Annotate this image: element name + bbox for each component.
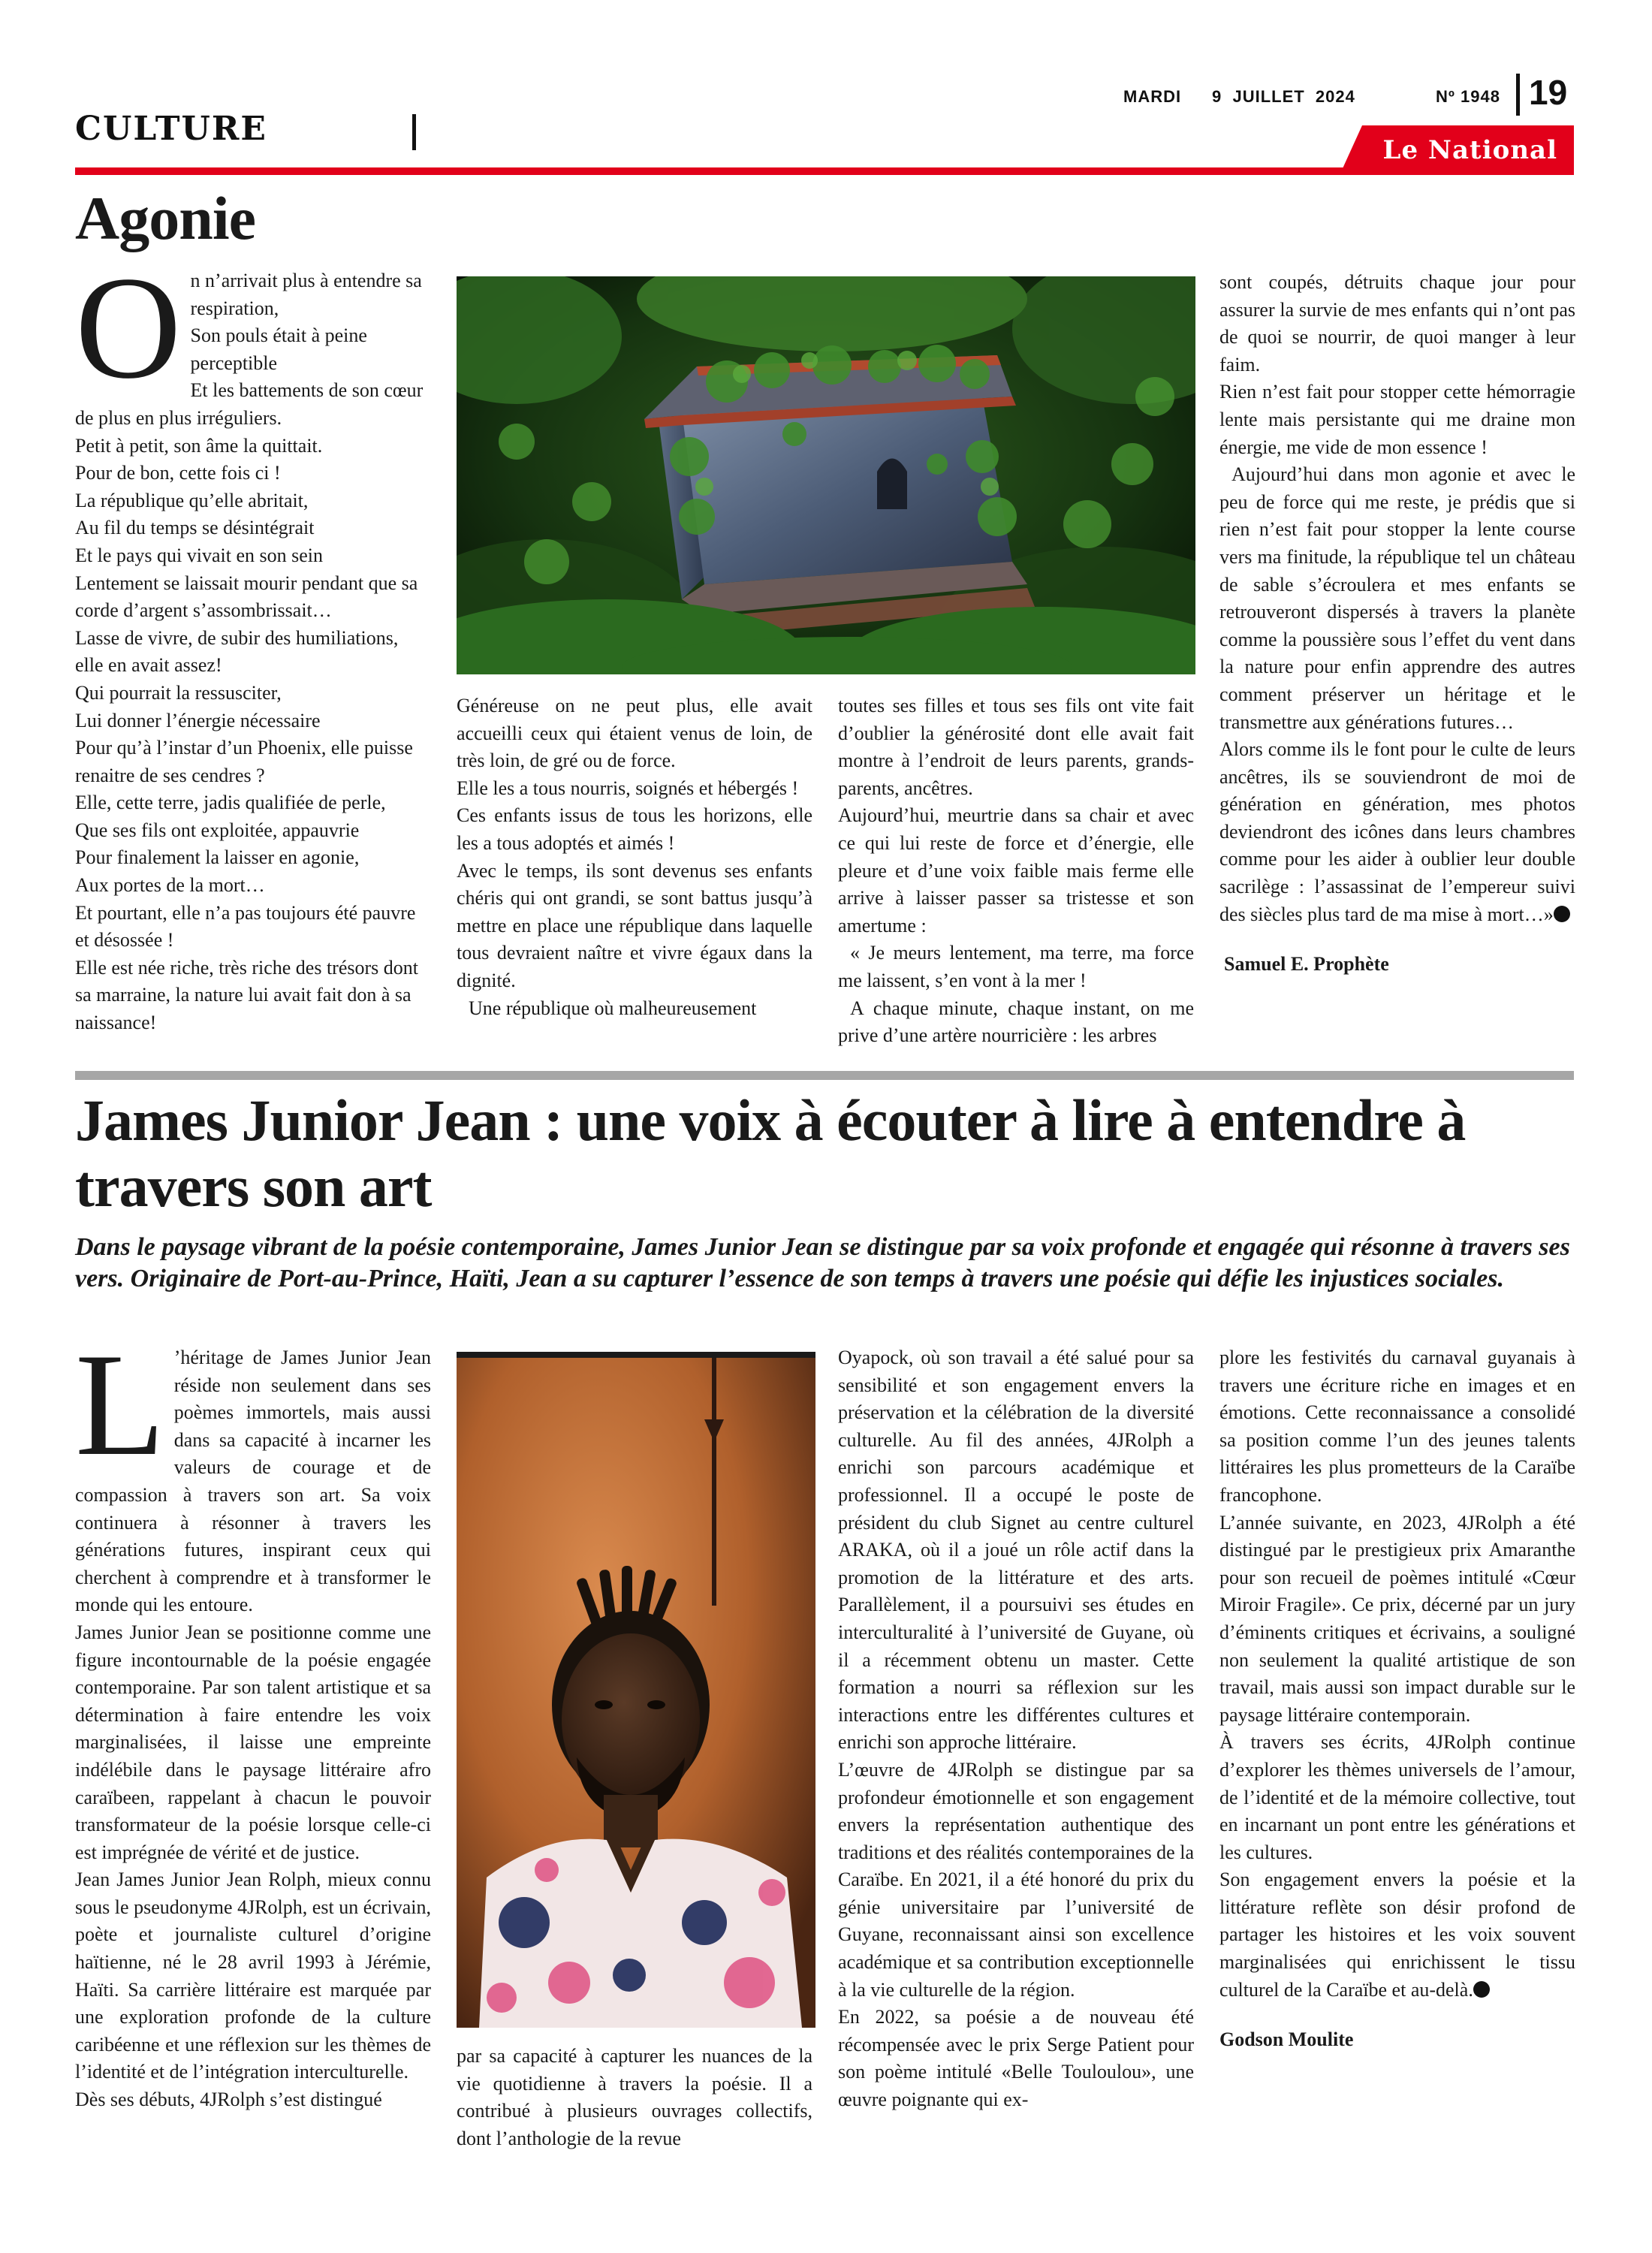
article-1-line: La république qu’elle abritait, xyxy=(75,489,309,511)
article-2-paragraph: par sa capacité à capturer les nuances de la vie quotidienne à travers la poésie. Il a contribué à plusieurs ouvrages collectifs, dont l’anthologie de la revue xyxy=(457,2045,812,2149)
article-1-column-2 xyxy=(457,692,812,1022)
article-separator xyxy=(75,1071,1574,1080)
article-1-paragraph: Généreuse on ne peut plus, elle avait accueilli ceux qui étaient venus de loin, de très loin, de gré ou de force. xyxy=(457,695,812,772)
article-1-line: Pour qu’à l’instar d’un Phoenix, elle puisse renaitre de ses cendres ? xyxy=(75,737,413,786)
article-1-dropcap: O xyxy=(75,246,182,409)
article-1-line: n n’arrivait plus à entendre sa respiration, xyxy=(190,270,422,319)
article-1-line: Son pouls était à peine perceptible xyxy=(190,324,367,374)
article-1-line: Pour finalement la laisser en agonie, xyxy=(75,846,360,869)
article-2-paragraph: L’année suivante, en 2023, 4JRolph a été distingué par le prestigieux prix Amaranthe pour son recueil de poèmes intitulé «Cœur Miroir Fragile». Ce prix, décerné par un jury d’éminents critiques et écrivains, a souligné non seulement la qualité artistique de son travail, mais aussi son impact durable sur le paysage littéraire contemporain. xyxy=(1219,1511,1575,1726)
article-2-paragraph: À travers ses écrits, 4JRolph continue d’explorer les thèmes universels de l’amour, de l’identité et de la mémoire collective, tout en incarnant un pont entre les générations et les cultures. xyxy=(1219,1731,1575,1863)
article-1-paragraph: Aujourd’hui dans mon agonie et avec le peu de force qui me reste, je prédis que si rien n’est fait pour stopper la lente course vers ma finitude, la république tel un château de sable s’écroulera et mes enfants se retrouveront dispersés à travers la planète comme la poussière sous l’effet du vent dans la nature pour enfin apprendre des autres comment préserver un héritage et le transmettre aux générations futures… xyxy=(1219,463,1575,733)
section-label: CULTURE xyxy=(75,110,267,148)
article-2-author: Godson Moulite xyxy=(1219,2028,1354,2051)
article-1-closing-text: Alors comme ils le font pour le culte de leurs ancêtres, ils se souviendront de moi de génération en génération, mes photos deviendront des icônes dans leurs chambres comme pour les aider à oublier leur double sacrilège : l’assassinat de l’empereur suivi des siècles plus tard de ma mise à mort…» xyxy=(1219,738,1575,925)
article-1-line: Lentement se laissait mourir pendant que sa corde d’argent s’assombrissait… xyxy=(75,572,418,622)
article-2-paragraph: En 2022, sa poésie a de nouveau été récompensée avec le prix Serge Patient pour son poème intitulé «Belle Touloulou», une œuvre poignante qui ex- xyxy=(838,2006,1194,2111)
end-of-article-icon xyxy=(1554,906,1570,922)
article-1-paragraph: toutes ses filles et tous ses fils ont vite fait d’oublier la générosité dont elle avait fait montre à l’endroit de leurs parents, grands-parents, ancêtres. xyxy=(838,695,1194,799)
article-1-line: Petit à petit, son âme la quittait. xyxy=(75,434,323,457)
article-1-paragraph: « Je meurs lentement, ma terre, ma force me laissent, s’en vont à la mer ! xyxy=(838,942,1194,991)
article-2-paragraph: Oyapock, où son travail a été salué pour sa sensibilité et son engagement envers la préservation et la célébration de la diversité culturelle. Au fil des années, 4JRolph a enrichi son parcours académique et professionnel. Il a occupé le poste de président du club Signet au centre culturel ARAKA, où il a joué un rôle actif dans la promotion de la littérature et des arts. Parallèlement, il a poursuivi ses études en interculturalité à l’université de Guyane, où il a récemment obtenu un master. Cette formation a nourri sa réflexion sur les interactions entre les différentes cultures et enrichi son approche littéraire. xyxy=(838,1347,1194,1754)
article-1-line: Au fil du temps se désintégrait xyxy=(75,517,315,539)
article-1-paragraph: Aujourd’hui, meurtrie dans sa chair et avec ce qui lui reste de force et d’énergie, elle pleure et d’une voix faible mais ferme elle arrive à laisser passer sa tristesse et son amertume : xyxy=(838,804,1194,936)
article-1-line: Qui pourrait la ressusciter, xyxy=(75,681,282,704)
article-1-line: Elle, cette terre, jadis qualifiée de perle, xyxy=(75,792,386,814)
article-1-column-1 xyxy=(75,246,431,1037)
article-1-line: Que ses fils ont exploitée, appauvrie xyxy=(75,819,360,841)
article-2-closing-text: Son engagement envers la poésie et la littérature reflète son désir profond de partager les histoires et les voix souvent marginalisées qui enrichissent le tissu culturel de la Caraïbe et au-delà. xyxy=(1219,1868,1575,2001)
article-1-paragraph: Ces enfants issus de tous les horizons, elle les a tous adoptés et aimés ! xyxy=(457,804,812,854)
page-number: 19 xyxy=(1529,73,1568,112)
article-2-lede: Dans le paysage vibrant de la poésie contemporaine, James Junior Jean se distingue par sa voix profonde et engagée qui résonne à travers ses vers. Originaire de Port-au-Prince, Haïti, Jean a su capturer l’essence de son temps à travers une poésie qui défie les injustices sociales. xyxy=(75,1233,1570,1292)
article-1-paragraph: Une république où malheureusement xyxy=(469,997,757,1019)
article-1-paragraph: Rien n’est fait pour stopper cette hémorragie lente mais persistante qui me draine mon énergie, me vide de mon essence ! xyxy=(1219,381,1575,458)
article-2-dropcap: L xyxy=(75,1323,165,1486)
article-2-paragraph: L’œuvre de 4JRolph se distingue par sa profondeur émotionnelle et son engagement envers la représentation authentique des traditions et des réalités contemporaines de la Caraïbe. En 2021, il a été honoré du prix du génie universitaire par l’université de Guyane, reconnaissant ainsi son excellence académique et sa contribution exceptionnelle à la vie culturelle de la région. xyxy=(838,1758,1194,2001)
article-1-line: Lui donner l’énergie nécessaire xyxy=(75,709,321,731)
article-1-line: Lasse de vivre, de subir des humiliations, elle en avait assez! xyxy=(75,626,399,677)
article-1-author: Samuel E. Prophète xyxy=(1224,953,1389,976)
header-date: 9 JUILLET 2024 xyxy=(1212,87,1355,106)
section-divider xyxy=(412,114,416,150)
article-1-paragraph xyxy=(1219,736,1575,928)
article-1-line: Elle est née riche, très riche des trésors dont sa marraine, la nature lui avait fait don à sa naissance! xyxy=(75,956,418,1034)
article-2-column-3 xyxy=(838,1344,1194,2114)
article-1-column-3 xyxy=(838,692,1194,1050)
article-1-paragraph: Elle les a tous nourris, soignés et hébergés ! xyxy=(457,777,799,799)
article-2-photo-portrait xyxy=(457,1352,815,2028)
article-2-paragraph: ’héritage de James Junior Jean réside non seulement dans ses poèmes immortels, mais aussi dans sa capacité à incarner les valeurs de courage et de compassion à travers son art. Sa voix continuera à résonner à travers les générations futures, inspirant ceux qui cherchent à comprendre et à transformer le monde qui les entoure. xyxy=(75,1347,431,1616)
article-1-line: Et les battements de son cœur de plus en plus irréguliers. xyxy=(75,379,424,429)
page-divider xyxy=(1516,74,1520,116)
brand-name: Le National xyxy=(1382,135,1557,165)
article-2-column-1 xyxy=(75,1323,431,2114)
article-1-column-4 xyxy=(1219,269,1575,979)
header-day: MARDI xyxy=(1123,87,1182,106)
end-of-article-icon xyxy=(1473,1981,1490,1998)
article-1-line: Et le pays qui vivait en son sein xyxy=(75,544,324,566)
header-rule xyxy=(75,167,1574,175)
article-2-paragraph: Jean James Junior Jean Rolph, mieux connu sous le pseudonyme 4JRolph, est un écrivain, poète et journaliste culturel d’origine haïtienne, né le 28 avril 1993 à Jérémie, Haïti. Sa carrière littéraire est marquée par une exploration profonde de la culture caribéenne et une réflexion sur les thèmes de l’identité et de l’intégration interculturelle. xyxy=(75,1868,431,2083)
article-1-line: Et pourtant, elle n’a pas toujours été pauvre et désossée ! xyxy=(75,901,416,952)
article-1-paragraph: Avec le temps, ils sont devenus ses enfants chéris qui ont grandi, se sont battus jusqu’à mettre en place une république dans laquelle tous devraient naître et vivre égaux dans la dignité. xyxy=(457,859,812,991)
issue-number: Nº 1948 xyxy=(1436,87,1500,106)
article-1-paragraph: A chaque minute, chaque instant, on me prive d’une artère nourricière : les arbres xyxy=(838,997,1194,1047)
article-1-paragraph: sont coupés, détruits chaque jour pour assurer la survie de mes enfants qui n’ont pas de quoi se nourrir, de quoi manger à leur faim. xyxy=(1219,271,1575,376)
article-1-line: Pour de bon, cette fois ci ! xyxy=(75,462,281,484)
article-2-paragraph: James Junior Jean se positionne comme une figure incontournable de la poésie engagée contemporaine. Par son talent artistique et sa détermination à faire entendre les voix marginalisées, il laisse une empreinte indélébile dans le paysage littéraire afro caraïbeen, rappelant à chacun le pouvoir transformateur de la poésie lorsque celle-ci est imprégnée de vérité et de justice. xyxy=(75,1621,431,1863)
article-2-paragraph: plore les festivités du carnaval guyanais à travers une écriture riche en images et en émotions. Cette reconnaissance a consolidé sa position comme l’un des jeunes talents littéraires les plus prometteurs de la Caraïbe francophone. xyxy=(1219,1347,1575,1506)
article-2-column-2 xyxy=(457,2043,812,2152)
article-2-paragraph xyxy=(1219,1866,1575,2004)
article-2-column-4 xyxy=(1219,1344,1575,2054)
article-2-paragraph: Dès ses débuts, 4JRolph s’est distingué xyxy=(75,2089,382,2111)
article-1-photo-tomb xyxy=(457,276,1195,674)
article-1-line: Aux portes de la mort… xyxy=(75,874,265,897)
article-1-title: Agonie xyxy=(75,184,255,252)
article-2-title: James Junior Jean : une voix à écouter à lire à entendre à travers son art xyxy=(75,1087,1466,1219)
